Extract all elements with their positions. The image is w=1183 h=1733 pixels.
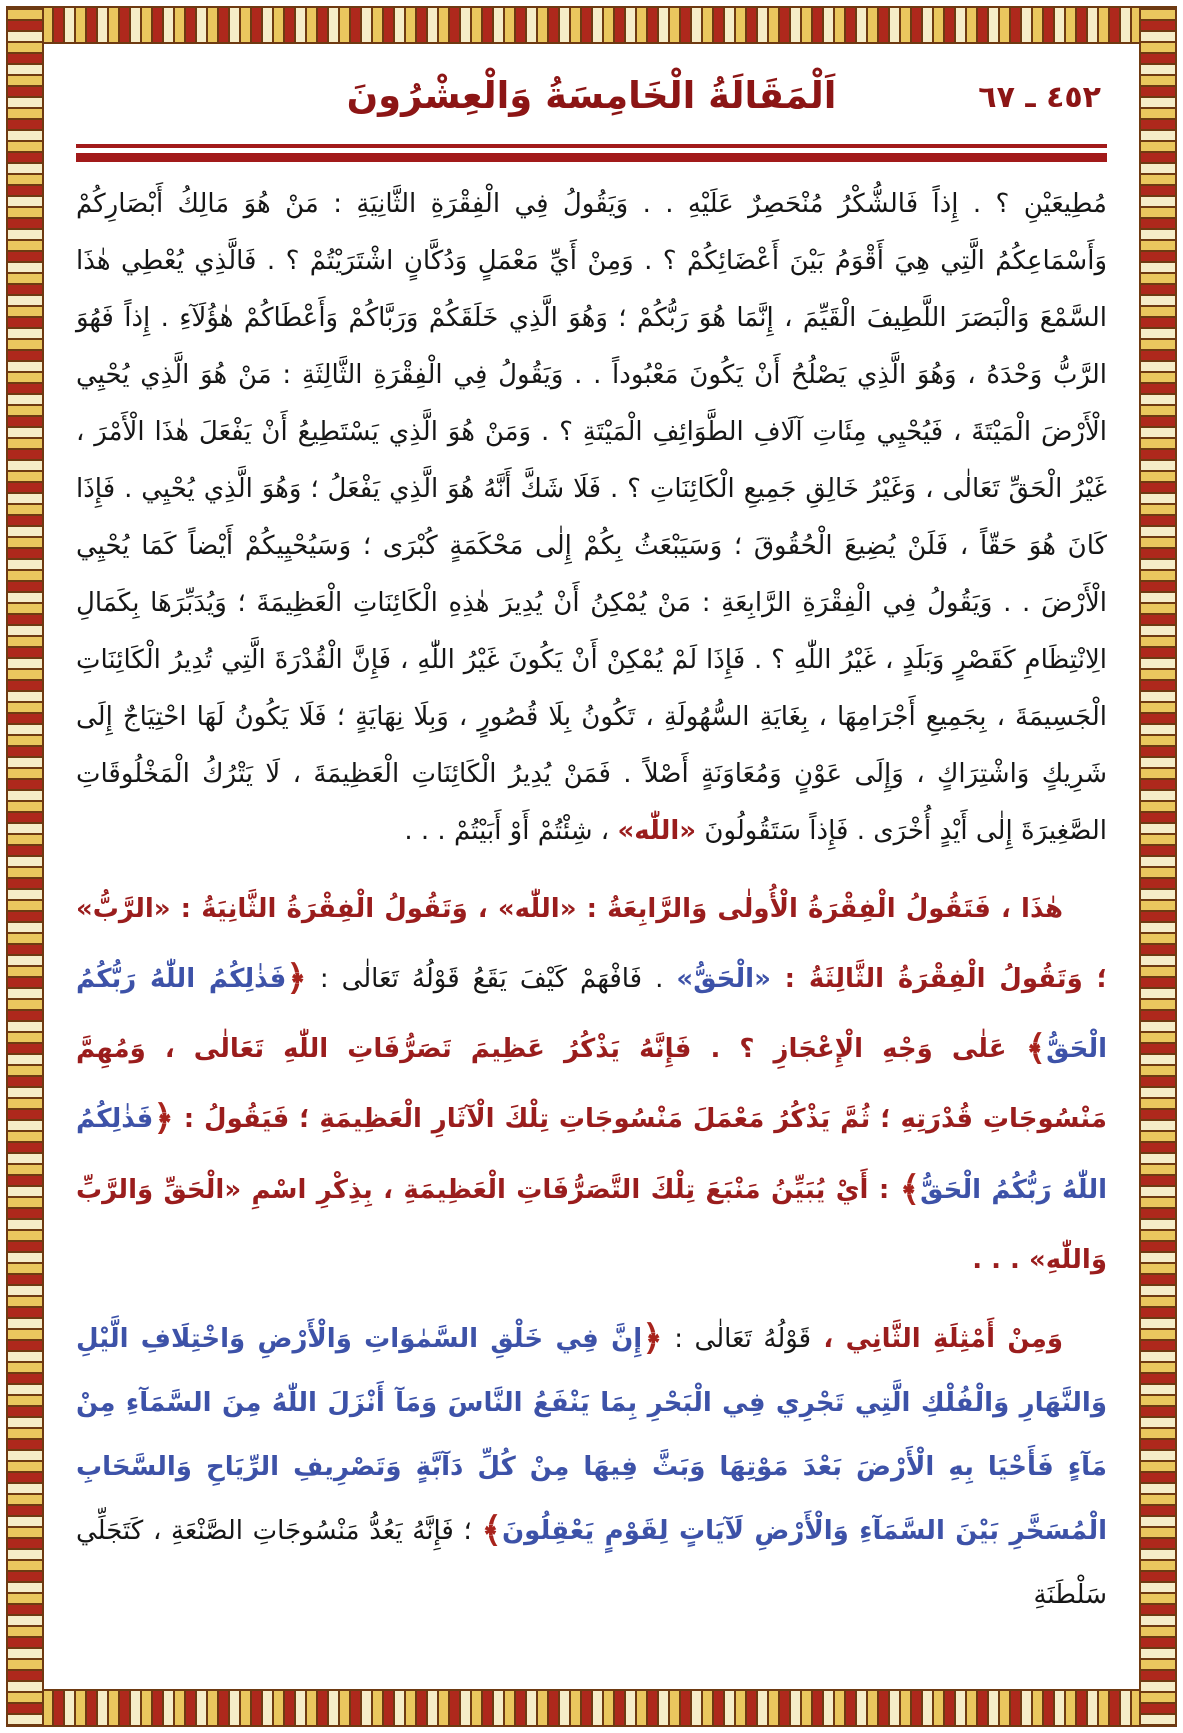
- divider-thin-line: [76, 144, 1107, 148]
- text-segment: «الْحَقُّ»: [676, 964, 771, 995]
- ornate-border-left-icon: [6, 6, 44, 1727]
- body-text: [76, 176, 1107, 1627]
- divider-thick-line: [76, 153, 1107, 162]
- ornate-border-top-icon: [6, 6, 1177, 44]
- text-segment: إِنَّ فِي خَلْقِ السَّمٰوَاتِ وَالْأَرْضِ وَاخْتِلَافِ الَّيْلِ وَالنَّهَارِ وَالْفُلْكِ الَّتِي تَجْرِي فِي الْبَحْرِ بِمَا يَنْفَعُ النَّاسَ وَمَآ أَنْزَلَ اللّٰهُ مِنَ السَّمَآءِ مِنْ مَآءٍ فَأَحْيَا بِهِ الْأَرْضَ بَعْدَ مَوْتِهَا وَبَثَّ فِيهَا مِنْ كُلِّ دَآبَّةٍ وَتَصْرِيفِ الرِّيَاحِ وَالسَّحَابِ الْمُسَخَّرِ بَيْنَ السَّمَآءِ وَالْأَرْضِ لَآيَاتٍ لِقَوْمٍ يَعْقِلُونَ: [76, 1324, 1107, 1547]
- text-segment: قَوْلُهُ تَعَالٰى :: [662, 1324, 812, 1355]
- text-segment: : أَيْ يُبَيِّنُ مَنْبَعَ تِلْكَ التَّصَرُّفَاتِ الْعَظِيمَةِ ، بِذِكْرِ اسْمِ «الْحَقِّ وَالرَّبِّ وَاللّٰهِ» . . .: [76, 1174, 1107, 1275]
- text-segment: مُطِيعَيْنِ ؟ . إِذاً فَالشُّكْرُ مُنْحَصِرٌ عَلَيْهِ . . وَيَقُولُ فِي الْفِقْرَةِ الثَّانِيَةِ : مَنْ هُوَ مَالِكُ أَبْصَارِكُمْ وَأَسْمَاعِكُمُ الَّتِي هِيَ أَقْوَمُ بَيْنَ أَعْضَائِكُمْ ؟ . وَمِنْ أَيِّ مَعْمَلٍ وَدُكَّانٍ اشْتَرَيْتُمْ ؟ . فَالَّذِي يُعْطِي هٰذَا السَّمْعَ وَالْبَصَرَ اللَّطِيفَ الْقَيِّمَ ، إِنَّمَا هُوَ رَبُّكُمْ ؛ وَهُوَ الَّذِي خَلَقَكُمْ وَرَبَّاكُمْ وَأَعْطَاكُمْ هٰؤُلَآءِ . إِذاً فَهُوَ الرَّبُّ وَحْدَهُ ، وَهُوَ الَّذِي يَصْلُحُ أَنْ يَكُونَ مَعْبُوداً . . وَيَقُولُ فِي الْفِقْرَةِ الثَّالِثَةِ : مَنْ هُوَ الَّذِي يُحْيِي الْأَرْضَ الْمَيْتَةَ ، فَيُحْيِي مِئَاتِ آلَافِ الطَّوَائِفِ الْمَيْتَةِ ؟ . وَمَنْ هُوَ الَّذِي يَسْتَطِيعُ أَنْ يَفْعَلَ هٰذَا الْأَمْرَ ، غَيْرُ الْحَقِّ تَعَالٰى ، وَغَيْرُ خَالِقِ جَمِيعِ الْكَائِنَاتِ ؟ . فَلَا شَكَّ أَنَّهُ هُوَ الَّذِي يَفْعَلُ ؛ وَهُوَ الَّذِي يُحْيِي . فَإِذَا كَانَ هُوَ حَقّاً ، فَلَنْ يُضِيعَ الْحُقُوقَ ؛ وَسَيَبْعَثُ بِكُمْ إِلٰى مَحْكَمَةٍ كُبْرَى ؛ وَسَيُحْيِيكُمْ أَيْضاً كَمَا يُحْيِي الْأَرْضَ . . وَيَقُولُ فِي الْفِقْرَةِ الرَّابِعَةِ : مَنْ يُمْكِنُ أَنْ يُدِيرَ هٰذِهِ الْكَائِنَاتِ الْعَظِيمَةَ ؛ وَيُدَبِّرَهَا بِكَمَالِ الِانْتِظَامِ كَقَصْرٍ وَبَلَدٍ ، غَيْرُ اللّٰهِ ؟ . فَإِذَا لَمْ يُمْكِنْ أَنْ يَكُونَ غَيْرُ اللّٰهِ ، فَإِنَّ الْقُدْرَةَ الَّتِي تُدِيرُ الْكَائِنَاتِ الْجَسِيمَةَ ، بِجَمِيعِ أَجْرَامِهَا ، بِغَايَةِ السُّهُولَةِ ، تَكُونُ بِلَا قُصُورٍ ، وَبِلَا نِهَايَةٍ ؛ فَلَا يَكُونُ لَهَا احْتِيَاجٌ إِلَى شَرِيكٍ وَاشْتِرَاكٍ ، وَإِلَى عَوْنٍ وَمُعَاوَنَةٍ أَصْلاً . فَمَنْ يُدِيرُ الْكَائِنَاتِ الْعَظِيمَةَ ، لَا يَتْرُكُ الْمَخْلُوقَاتِ الصَّغِيرَةَ إِلٰى أَيْدٍ أُخْرَى . فَإِذاً سَتَقُولُونَ: [76, 189, 1107, 846]
- page-content: [46, 46, 1137, 1687]
- ornate-bracket-icon: ﴾: [481, 1510, 502, 1552]
- text-segment: عَلٰى وَجْهِ الْإِعْجَازِ ؟ . فَإِنَّهُ يَذْكُرُ عَظِيمَ تَصَرُّفَاتِ اللّٰهِ تَعَالٰى ، وَمُهِمَّ مَنْسُوجَاتِ قُدْرَتِهِ ؛ ثُمَّ يَذْكُرُ مَعْمَلَ مَنْسُوجَاتِ تِلْكَ الْآثَارِ الْعَظِيمَةِ ؛ فَيَقُولُ :: [76, 1034, 1107, 1135]
- text-segment: «اللّٰه»: [617, 816, 697, 846]
- text-segment: هٰذَا ، فَتَقُولُ الْفِقْرَةُ الْأُولٰى وَالرَّابِعَةُ : «اللّٰه» ، وَتَقُولُ الْفِقْرَةُ الثَّانِيَةُ : «الرَّبُّ» ؛ وَتَقُولُ الْفِقْرَةُ الثَّالِثَةُ :: [76, 894, 1108, 995]
- ornate-border-right-icon: [1139, 6, 1177, 1727]
- text-segment: فَذٰلِكُمُ اللّٰهُ رَبُّكُمُ الْحَقُّ: [76, 1104, 1107, 1205]
- paragraph: [76, 176, 1107, 860]
- ornate-bracket-icon: ﴾: [1025, 1028, 1047, 1070]
- paragraph: [76, 1307, 1107, 1627]
- page-number: ٤٥٢ ـ ٦٧: [978, 80, 1101, 115]
- text-segment: . فَافْهَمْ كَيْفَ يَقَعُ قَوْلُهُ تَعَالٰى :: [306, 964, 677, 995]
- text-segment: وَمِنْ أَمْثِلَةِ الثَّانِي ،: [811, 1324, 1063, 1355]
- text-segment: ، شِئْتُمْ أَوْ أَبَيْتُمْ . . .: [404, 816, 618, 846]
- paragraph: [76, 874, 1107, 1295]
- text-segment: فَذٰلِكُمُ اللّٰهُ رَبُّكُمُ الْحَقُّ: [76, 964, 1107, 1065]
- header-divider: [76, 144, 1107, 162]
- ornate-bracket-icon: ﴾: [899, 1168, 921, 1210]
- chapter-title: اَلْمَقَالَةُ الْخَامِسَةُ وَالْعِشْرُونَ: [346, 74, 837, 117]
- ornate-border-bottom-icon: [6, 1689, 1177, 1727]
- ornate-bracket-icon: ﴿: [286, 958, 307, 999]
- ornate-bracket-icon: ﴿: [642, 1317, 663, 1359]
- text-segment: ؛ فَإِنَّهُ يَعُدُّ مَنْسُوجَاتِ الصَّنْعَةِ ، كَتَجَلِّي سَلْطَنَةِ: [76, 1516, 1107, 1611]
- ornate-bracket-icon: ﴿: [153, 1098, 174, 1140]
- page-header: [76, 60, 1107, 134]
